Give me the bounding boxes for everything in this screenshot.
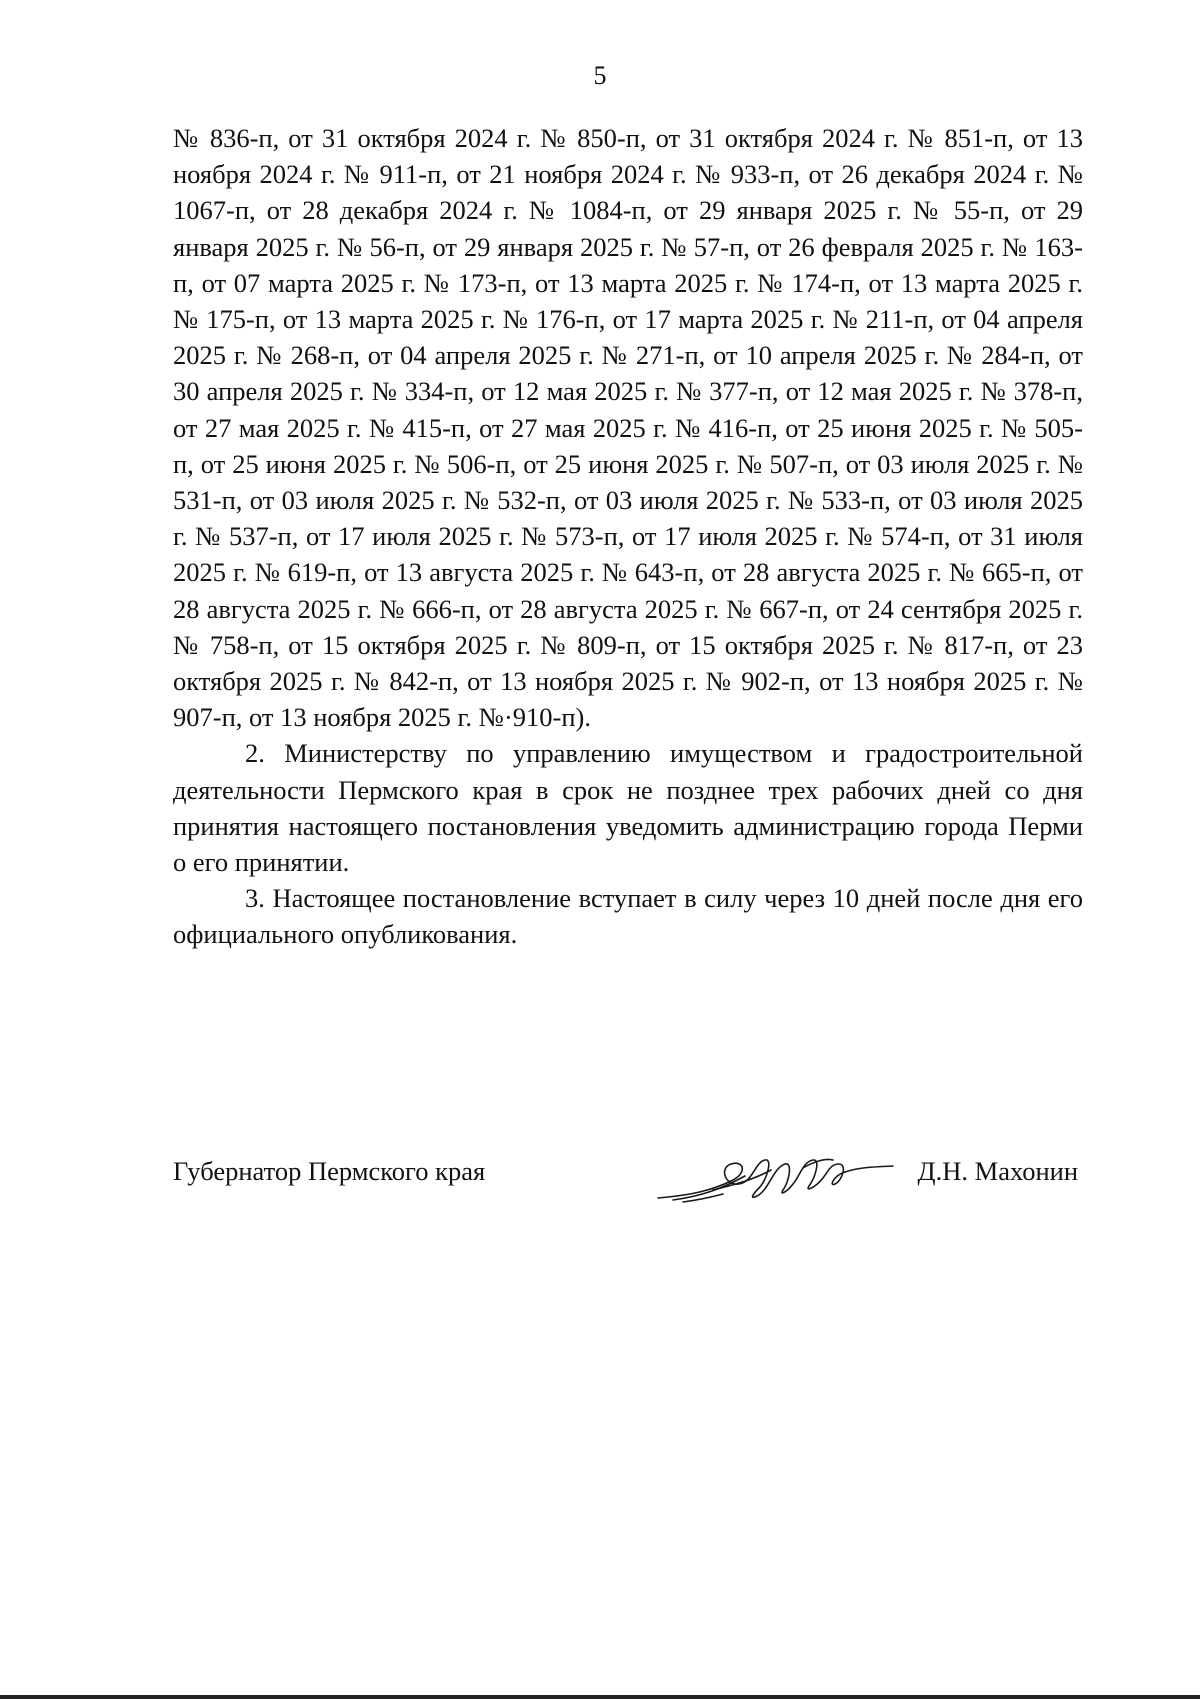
signatory-position: Губернатор Пермского края [173, 1156, 486, 1186]
page-edge-bottom [0, 1695, 1200, 1699]
paragraph-continuation: № 836-п, от 31 октября 2024 г. № 850-п, от 31 октября 2024 г. № 851-п, от 13 ноября 2024 г. № 911-п, от 21 ноября 2024 г. № 933-п, от 26 декабря 2024 г. № 1067-п, от 28 декабря 2024 г. № 1084-п, от 29 января 2025 г. № 55-п, от 29 января 2025 г. № 56-п, от 29 января 2025 г. № 57-п, от 26 февраля 2025 г. № 163-п, от 07 марта 2025 г. № 173-п, от 13 марта 2025 г. № 174-п, от 13 марта 2025 г. № 175-п, от 13 марта 2025 г. № 176-п, от 17 марта 2025 г. № 211-п, от 04 апреля 2025 г. № 268-п, от 04 апреля 2025 г. № 271-п, от 10 апреля 2025 г. № 284-п, от 30 апреля 2025 г. № 334-п, от 12 мая 2025 г. № 377-п, от 12 мая 2025 г. № 378-п, от 27 мая 2025 г. № 415-п, от 27 мая 2025 г. № 416-п, от 25 июня 2025 г. № 505-п, от 25 июня 2025 г. № 506-п, от 25 июня 2025 г. № 507-п, от 03 июля 2025 г. № 531-п, от 03 июля 2025 г. № 532-п, от 03 июля 2025 г. № 533-п, от 03 июля 2025 г. № 537-п, от 17 июля 2025 г. № 573-п, от 17 июля 2025 г. № 574-п, от 31 июля 2025 г. № 619-п, от 13 августа 2025 г. № 643-п, от 28 августа 2025 г. № 665-п, от 28 августа 2025 г. № 666-п, от 28 августа 2025 г. № 667-п, от 24 сентября 2025 г. № 758-п, от 15 октября 2025 г. № 809-п, от 15 октября 2025 г. № 817-п, от 23 октября 2025 г. № 842-п, от 13 ноября 2025 г. № 902-п, от 13 ноября 2025 г. № 907-п, от 13 ноября 2025 г. №·910-п). [173, 123, 1083, 733]
paragraph-item-2: 2. Министерству по управлению имуществом и градостроительной деятельности Пермского края в срок не позднее трех рабочих дней со дня принятия настоящего постановления уведомить администрацию города Перми о его принятии. [173, 738, 1083, 878]
paragraph-item-3: 3. Настоящее постановление вступает в силу через 10 дней после дня его официального опубликования. [173, 883, 1083, 950]
signatory-name: Д.Н. Махонин [917, 1156, 1078, 1186]
handwritten-signature-icon [653, 1140, 903, 1210]
document-body [173, 120, 1083, 953]
signature-block [173, 1150, 1083, 1230]
page-number: 5 [593, 61, 607, 90]
